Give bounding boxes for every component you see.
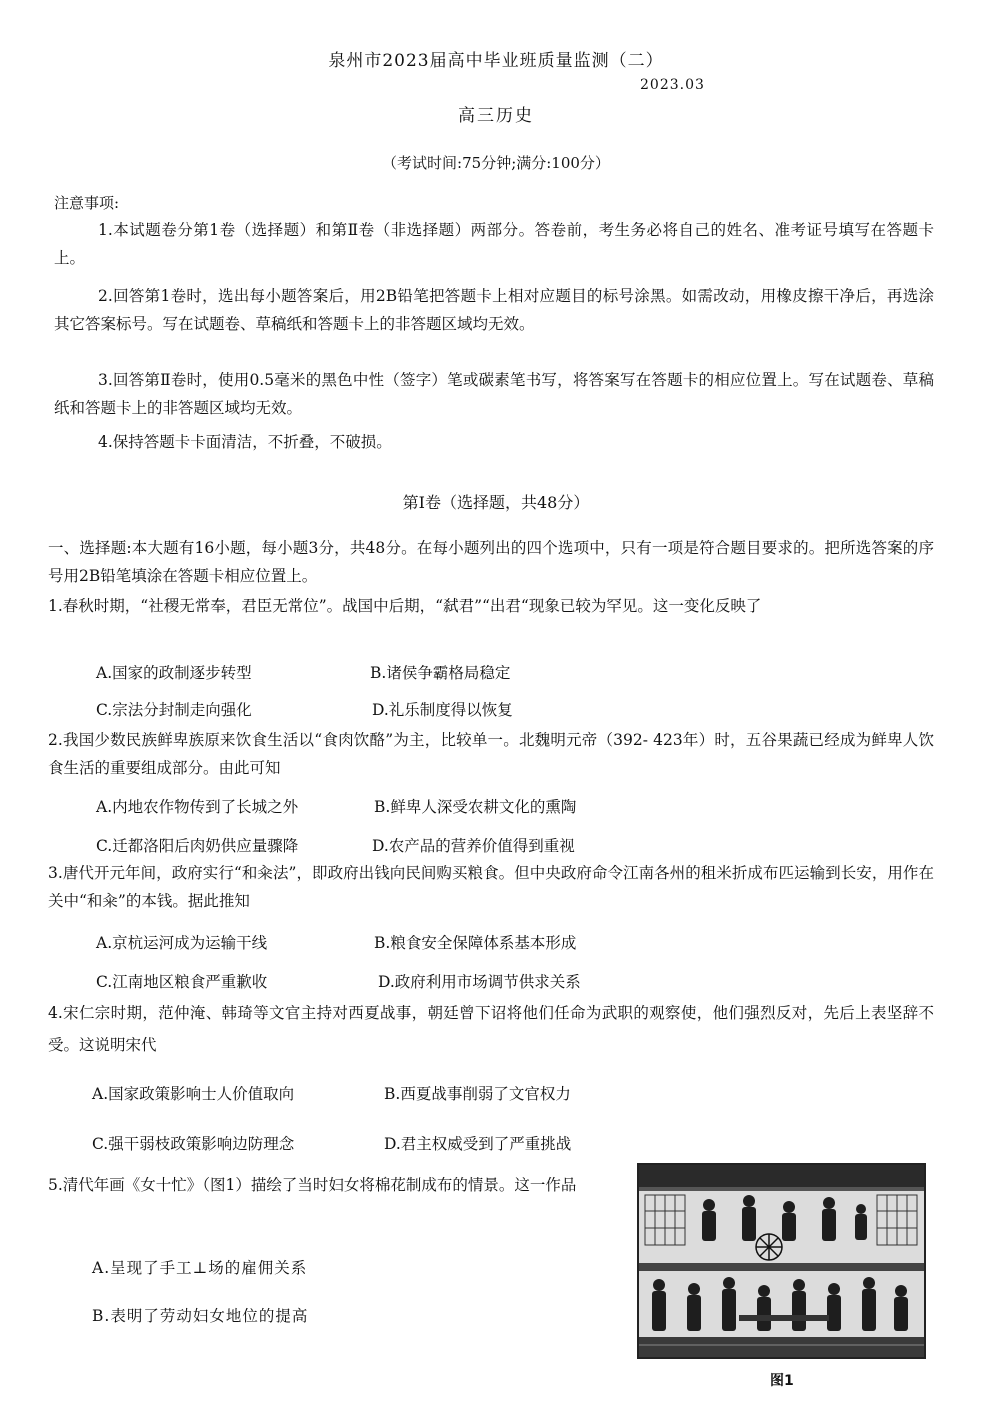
note-item-1: 1.本试题卷分第1卷（选择题）和第Ⅱ卷（非选择题）两部分。答卷前，考生务必将自己的姓名、准考证号填写在答题卡上。 (54, 221, 934, 267)
question-3-stem: 3.唐代开元年间，政府实行“和籴法”，即政府出钱向民间购买粮食。但中央政府命令江南各州的租米折成布匹运输到长安，用作在关中“和籴”的本钱。据此推知 (48, 864, 934, 910)
q4-option-c: C.强干弱枝政策影响边防理念 (92, 1135, 295, 1153)
q2-option-d: D.农产品的营养价值得到重视 (372, 837, 575, 855)
q5-option-b: B.表明了劳动妇女地位的提高 (92, 1307, 309, 1325)
q4-option-b: B.西夏战事削弱了文官权力 (384, 1085, 571, 1103)
figure-1-illustration (639, 1165, 924, 1357)
notes-heading: 注意事项: (54, 194, 120, 212)
note-item-2: 2.回答第1卷时，选出每小题答案后，用2B铅笔把答题卡上相对应题目的标号涂黑。如需改动，用橡皮擦干净后，再选涂其它答案标号。写在试题卷、草稿纸和答题卡上的非答题区域均无效。 (54, 287, 934, 333)
q1-option-d: D.礼乐制度得以恢复 (372, 701, 513, 719)
q3-option-a: A.京杭运河成为运输干线 (96, 934, 268, 952)
question-4-stem: 4.宋仁宗时期，范仲淹、韩琦等文官主持对西夏战事，朝廷曾下诏将他们任命为武职的观察使，他们强烈反对，先后上表坚辞不受。这说明宋代 (48, 1004, 934, 1054)
q4-option-a: A.国家政策影响士人价值取向 (92, 1085, 295, 1103)
question-5-stem: 5.清代年画《女十忙》（图1）描绘了当时妇女将棉花制成布的情景。这一作品 (48, 1176, 577, 1194)
exam-time-score: （考试时间:75分钟;满分:100分） (382, 154, 610, 172)
q5-option-a: A.呈现了手工⊥场的雇佣关系 (92, 1259, 308, 1277)
section-title: 第Ⅰ卷（选择题，共48分） (402, 493, 590, 512)
figure-1-woodblock-print (637, 1163, 926, 1359)
q1-option-c: C.宗法分封制走向强化 (96, 701, 252, 719)
exam-date: 2023.03 (640, 77, 705, 93)
q2-option-c: C.迁都洛阳后肉奶供应量骤降 (96, 837, 299, 855)
q2-option-a: A.内地农作物传到了长城之外 (96, 798, 299, 816)
question-2-stem: 2.我国少数民族鲜卑族原来饮食生活以“食肉饮酪”为主，比较单一。北魏明元帝（392- 423年）时，五谷果蔬已经成为鲜卑人饮食生活的重要组成部分。由此可知 (48, 731, 934, 777)
q2-option-b: B.鲜卑人深受农耕文化的熏陶 (374, 798, 577, 816)
note-item-4: 4.保持答题卡卡面清洁，不折叠，不破损。 (98, 433, 392, 451)
q3-option-d: D.政府利用市场调节供求关系 (378, 973, 581, 991)
exam-title: 泉州市2023届高中毕业班质量监测（二） (328, 51, 664, 71)
q3-option-b: B.粮食安全保障体系基本形成 (374, 934, 577, 952)
exam-subject: 高三历史 (458, 106, 534, 126)
q3-option-c: C.江南地区粮食严重歉收 (96, 973, 268, 991)
q4-option-d: D.君主权威受到了严重挑战 (384, 1135, 572, 1153)
q1-option-b: B.诸侯争霸格局稳定 (370, 664, 511, 682)
question-1-stem: 1.春秋时期，“社稷无常奉，君臣无常位”。战国中后期，“弑君”“出君“现象已较为罕见。这一变化反映了 (48, 597, 762, 615)
figure-1-caption: 图1 (770, 1373, 794, 1389)
section-instructions: 一、选择题:本大题有16小题，每小题3分，共48分。在每小题列出的四个选项中，只有一项是符合题目要求的。把所选答案的序号用2B铅笔填涂在答题卡相应位置上。 (48, 539, 934, 585)
note-item-3: 3.回答第Ⅱ卷时，使用0.5毫米的黑色中性（签字）笔或碳素笔书写，将答案写在答题卡的相应位置上。写在试题卷、草稿纸和答题卡上的非答题区域均无效。 (54, 371, 934, 417)
q1-option-a: A.国家的政制逐步转型 (96, 664, 252, 682)
